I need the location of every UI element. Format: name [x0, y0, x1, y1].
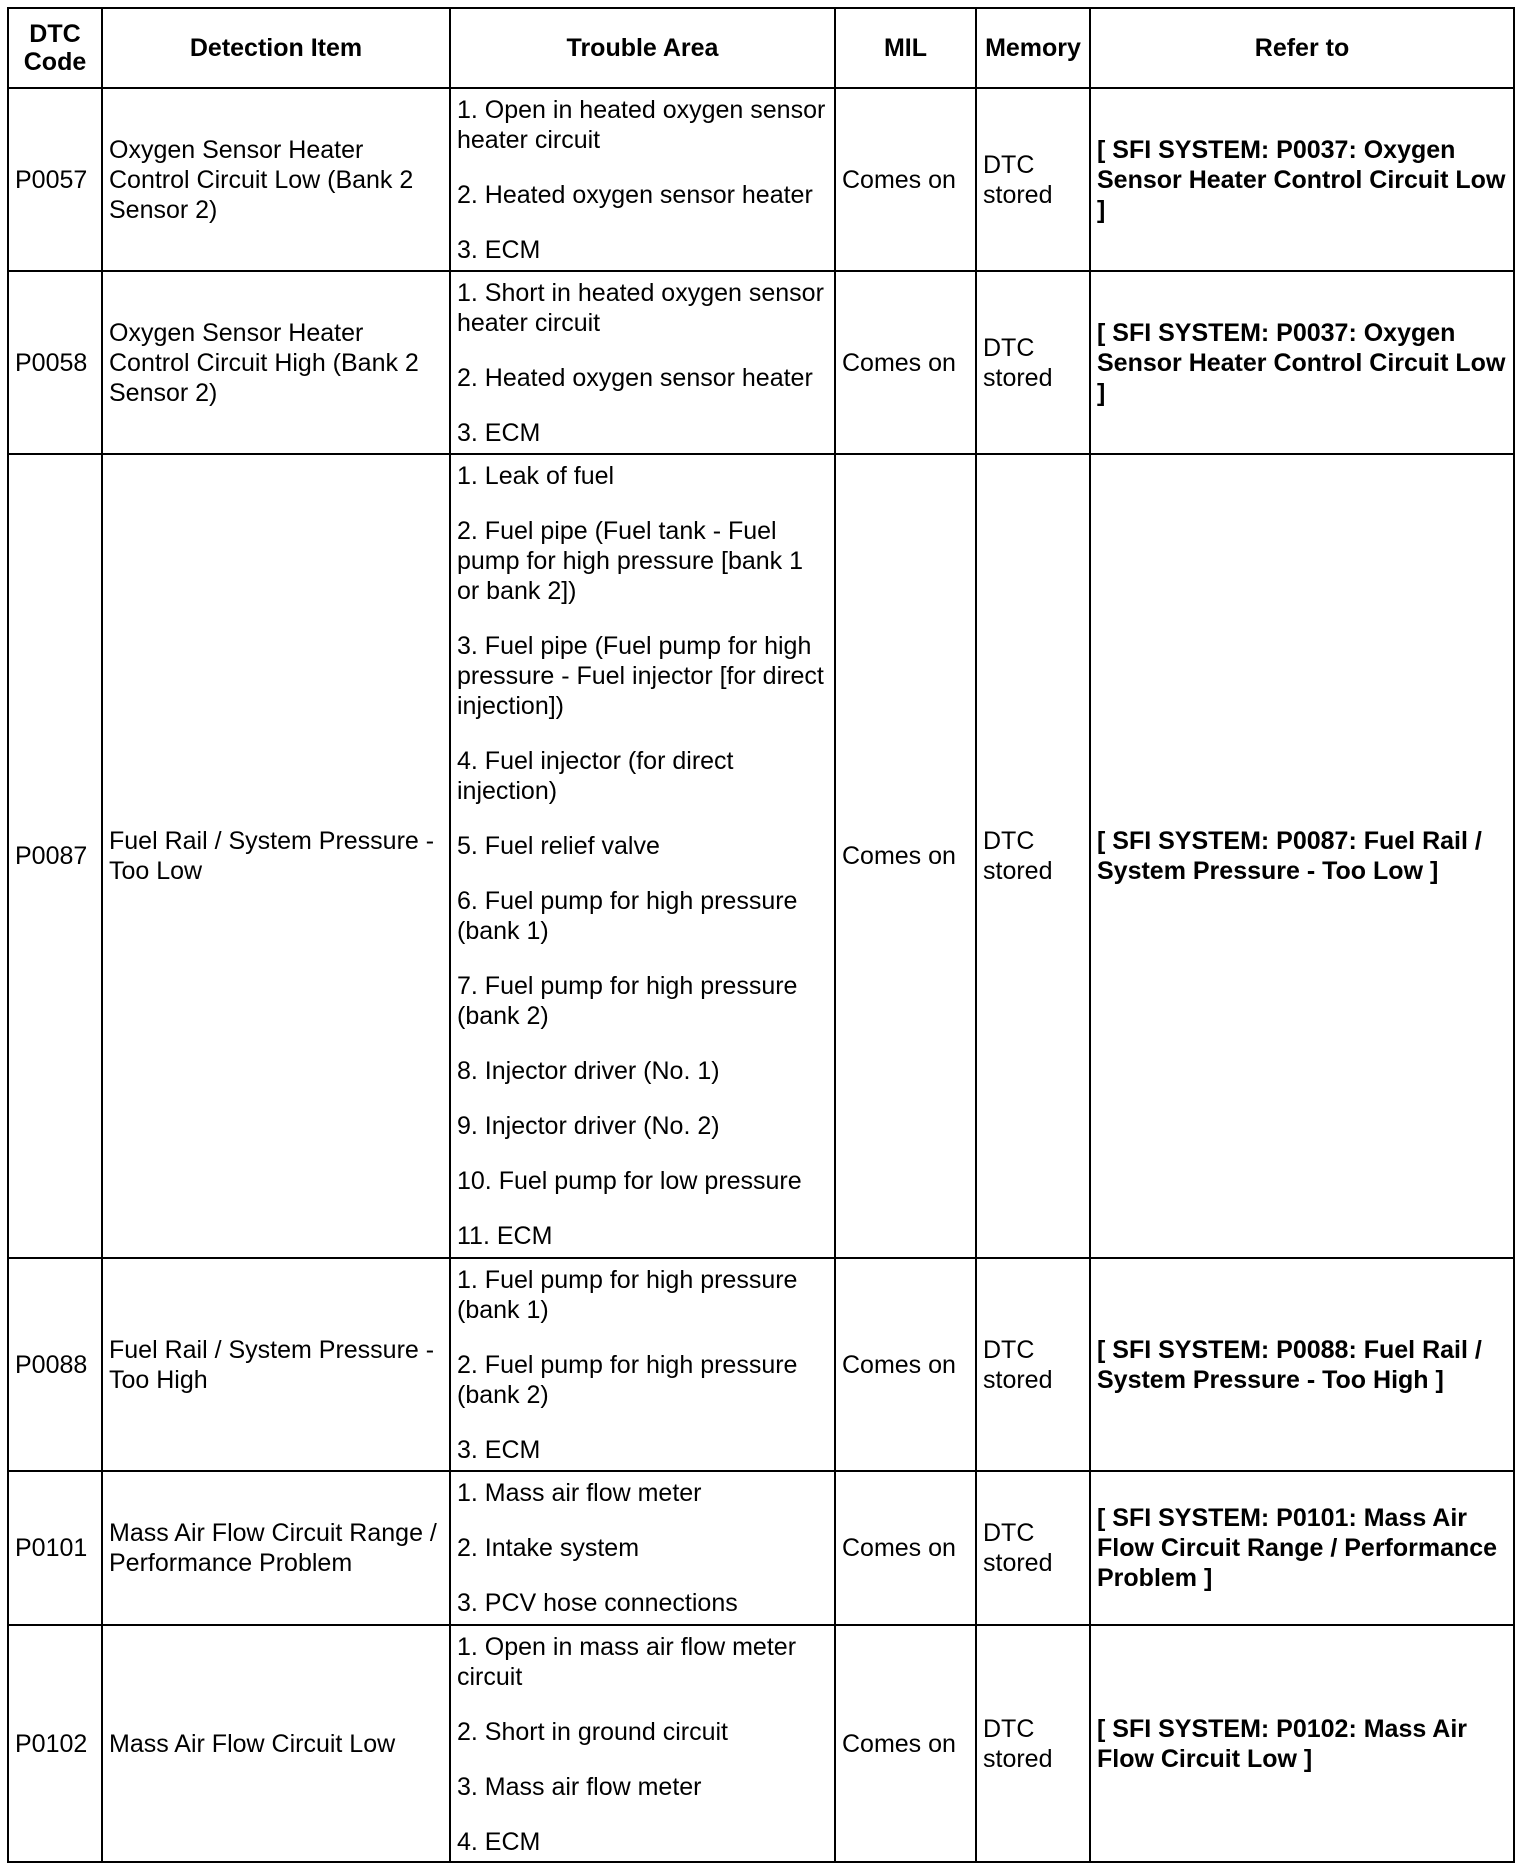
table-row: [8, 271, 1514, 454]
mil-cell: Comes on: [835, 271, 976, 454]
mil-cell: Comes on: [835, 1625, 976, 1862]
dtc-code-cell: P0088: [8, 1258, 102, 1471]
memory-cell: DTC stored: [976, 1471, 1090, 1625]
trouble-area-item: 4. ECM: [457, 1828, 541, 1856]
trouble-area-item: 8. Injector driver (No. 1): [457, 1057, 720, 1085]
table-row: [8, 454, 1514, 1258]
header-detection-item: Detection Item: [102, 8, 450, 88]
header-trouble-area: Trouble Area: [450, 8, 835, 88]
dtc-code-cell: P0058: [8, 271, 102, 454]
detection-item-cell: Mass Air Flow Circuit Low: [102, 1625, 450, 1862]
mil-cell: Comes on: [835, 454, 976, 1258]
trouble-area-item: 3. ECM: [457, 419, 541, 447]
dtc-table: [7, 7, 1515, 1863]
mil-cell: Comes on: [835, 1471, 976, 1625]
trouble-area-cell: [450, 1258, 835, 1471]
detection-item-cell: Fuel Rail / System Pressure - Too Low: [102, 454, 450, 1258]
memory-cell: DTC stored: [976, 1625, 1090, 1862]
trouble-area-item: 1. Leak of fuel: [457, 462, 615, 490]
trouble-area-cell: [450, 88, 835, 271]
trouble-area-item: 1. Open in heated oxygen sensor heater circuit: [457, 96, 826, 154]
detection-item-cell: Mass Air Flow Circuit Range / Performance Problem: [102, 1471, 450, 1625]
header-dtc-code: DTC Code: [8, 8, 102, 88]
trouble-area-item: 4. Fuel injector (for direct injection): [457, 747, 734, 805]
header-mil: MIL: [835, 8, 976, 88]
table-body: [8, 88, 1514, 1862]
trouble-area-cell: [450, 1471, 835, 1625]
trouble-area-item: 3. ECM: [457, 236, 541, 264]
trouble-area-item: 3. Fuel pipe (Fuel pump for high pressure - Fuel injector [for direct injection]): [457, 632, 824, 720]
trouble-area-item: 10. Fuel pump for low pressure: [457, 1167, 802, 1195]
trouble-area-cell: [450, 271, 835, 454]
trouble-area-item: 2. Intake system: [457, 1534, 640, 1562]
table-header: [8, 8, 1514, 88]
trouble-area-item: 1. Mass air flow meter: [457, 1479, 702, 1507]
table-row: [8, 88, 1514, 271]
trouble-area-item: 2. Heated oxygen sensor heater: [457, 364, 813, 392]
dtc-code-cell: P0101: [8, 1471, 102, 1625]
dtc-code-cell: P0102: [8, 1625, 102, 1862]
memory-cell: DTC stored: [976, 454, 1090, 1258]
dtc-code-cell: P0057: [8, 88, 102, 271]
memory-cell: DTC stored: [976, 88, 1090, 271]
refer-to-cell: [ SFI SYSTEM: P0037: Oxygen Sensor Heater Control Circuit Low ]: [1090, 88, 1514, 271]
detection-item-cell: Oxygen Sensor Heater Control Circuit Low (Bank 2 Sensor 2): [102, 88, 450, 271]
memory-cell: DTC stored: [976, 271, 1090, 454]
refer-to-cell: [ SFI SYSTEM: P0102: Mass Air Flow Circuit Low ]: [1090, 1625, 1514, 1862]
trouble-area-cell: [450, 1625, 835, 1862]
header-row: [8, 8, 1514, 88]
table-row: [8, 1258, 1514, 1471]
trouble-area-item: 2. Short in ground circuit: [457, 1718, 728, 1746]
trouble-area-item: 2. Fuel pump for high pressure (bank 2): [457, 1351, 798, 1409]
trouble-area-item: 3. PCV hose connections: [457, 1589, 738, 1617]
detection-item-cell: Fuel Rail / System Pressure - Too High: [102, 1258, 450, 1471]
memory-cell: DTC stored: [976, 1258, 1090, 1471]
table-row: [8, 1471, 1514, 1625]
trouble-area-item: 1. Fuel pump for high pressure (bank 1): [457, 1266, 798, 1324]
mil-cell: Comes on: [835, 88, 976, 271]
dtc-code-cell: P0087: [8, 454, 102, 1258]
trouble-area-item: 3. ECM: [457, 1436, 541, 1464]
refer-to-cell: [ SFI SYSTEM: P0037: Oxygen Sensor Heater Control Circuit Low ]: [1090, 271, 1514, 454]
trouble-area-item: 11. ECM: [457, 1222, 553, 1250]
trouble-area-item: 5. Fuel relief valve: [457, 832, 660, 860]
trouble-area-item: 2. Heated oxygen sensor heater: [457, 181, 813, 209]
refer-to-cell: [ SFI SYSTEM: P0088: Fuel Rail / System Pressure - Too High ]: [1090, 1258, 1514, 1471]
detection-item-cell: Oxygen Sensor Heater Control Circuit High (Bank 2 Sensor 2): [102, 271, 450, 454]
trouble-area-item: 2. Fuel pipe (Fuel tank - Fuel pump for high pressure [bank 1 or bank 2]): [457, 517, 804, 605]
trouble-area-cell: [450, 454, 835, 1258]
trouble-area-item: 7. Fuel pump for high pressure (bank 2): [457, 972, 798, 1030]
trouble-area-item: 1. Open in mass air flow meter circuit: [457, 1633, 797, 1691]
refer-to-cell: [ SFI SYSTEM: P0101: Mass Air Flow Circuit Range / Performance Problem ]: [1090, 1471, 1514, 1625]
refer-to-cell: [ SFI SYSTEM: P0087: Fuel Rail / System Pressure - Too Low ]: [1090, 454, 1514, 1258]
mil-cell: Comes on: [835, 1258, 976, 1471]
trouble-area-item: 3. Mass air flow meter: [457, 1773, 702, 1801]
trouble-area-item: 1. Short in heated oxygen sensor heater circuit: [457, 279, 824, 337]
trouble-area-item: 9. Injector driver (No. 2): [457, 1112, 720, 1140]
header-memory: Memory: [976, 8, 1090, 88]
trouble-area-item: 6. Fuel pump for high pressure (bank 1): [457, 887, 798, 945]
table-row: [8, 1625, 1514, 1862]
header-refer-to: Refer to: [1090, 8, 1514, 88]
